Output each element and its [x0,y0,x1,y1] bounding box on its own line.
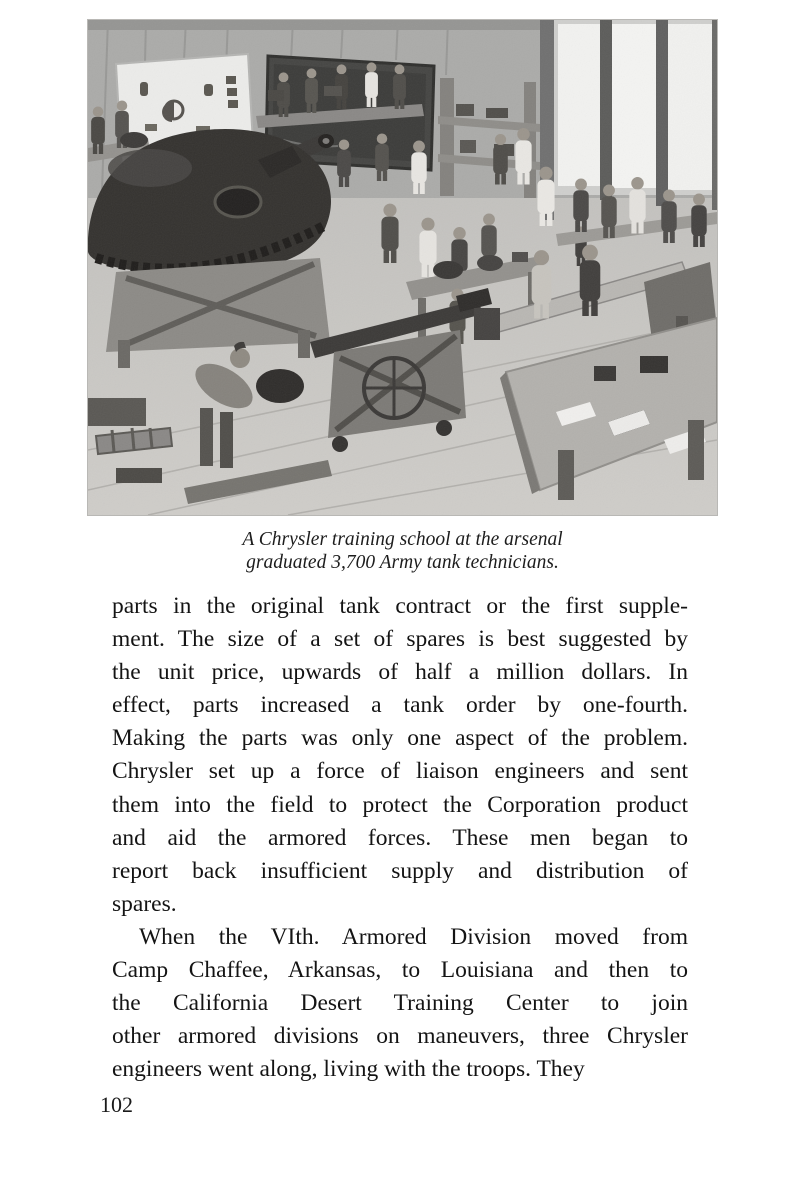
body-text-line: When the VIth. Armored Division moved from [139,923,688,950]
body-text-line: the California Desert Training Center to join [112,990,688,1017]
body-text-line: engineers went along, living with the troops. They [112,1056,585,1083]
caption-line: graduated 3,700 Army tank technicians. [246,552,559,573]
body-text-line: spares. [112,890,177,917]
body-text-line: Camp Chaffee, Arkansas, to Louisiana and then to [112,957,688,984]
body-text-line: the unit price, upwards of half a million dollars. In [112,659,688,686]
photo-caption [88,528,717,574]
training-school-photo [88,20,717,515]
paragraph [112,921,688,1086]
caption-line: A Chrysler training school at the arsenal [242,529,563,550]
body-text-line: Chrysler set up a force of liaison engineers and sent [112,758,688,785]
paragraph [112,590,688,921]
body-text-line: effect, parts increased a tank order by one-fourth. [112,692,688,719]
body-text-line: parts in the original tank contract or the first supple- [112,593,688,619]
page-number: 102 [100,1092,133,1117]
body-text-line: report back insufficient supply and distribution of [112,857,688,884]
body-text [112,590,688,1086]
photo-figure [88,20,717,515]
body-text-line: them into the field to protect the Corporation product [112,791,688,818]
body-text-line: other armored divisions on maneuvers, three Chrysler [112,1023,688,1050]
body-text-line: ment. The size of a set of spares is best suggested by [112,626,688,653]
body-text-line: and aid the armored forces. These men began to [112,824,688,851]
body-text-line: Making the parts was only one aspect of the problem. [112,725,688,752]
